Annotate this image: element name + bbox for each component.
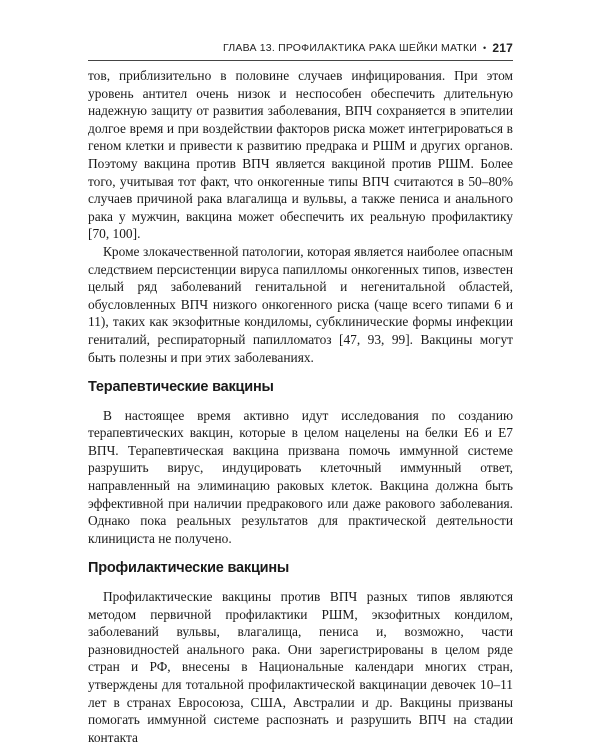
paragraph: Кроме злокачественной патологии, которая является наиболее опасным следствием персистенции вируса папилломы онкогенных типов, известен целый ряд заболеваний генитальной и негенитальной областей, обусловленных ВПЧ низкого онкогенного риска (чаще всего типами 6 и 11), таких как экзофитные кондиломы, субклинические формы инфекции гениталий, респираторный папилломатоз [47, 93, 99]. Вакцины могут быть полезны и при этих заболеваниях. xyxy=(88,243,513,365)
section-heading-therapeutic-vaccines: Терапевтические вакцины xyxy=(88,379,274,396)
paragraph: Профилактические вакцины против ВПЧ разных типов являются методом первичной профилактики РШМ, экзофитных кондилом, заболеваний вульвы, влагалища, пениса и, возможно, части разновидностей анального рака. Они зарегистрированы в целом ряде стран и РФ, внесены в Национальные календари многих стран, утверждены для тотальной профилактической вакцинации девочек 10–11 лет в странах Евросоюза, США, Австралии и др. Вакцины призваны помогать иммунной системе распознать и разрушить ВПЧ на стадии контакта xyxy=(88,589,513,745)
header-bullet: • xyxy=(483,43,487,53)
section-heading-prophylactic-vaccines: Профилактические вакцины xyxy=(88,560,290,577)
paragraph: В настоящее время активно идут исследования по созданию терапевтических вакцин, которые в целом нацелены на белки Е6 и Е7 ВПЧ. Терапевтическая вакцина призвана помочь иммунной системе разрушить вирус, индуцировать клеточный иммунный ответ, направленный на элиминацию раковых клеток. Вакцина должна быть эффективной при наличии предракового или даже ракового заболевания. Однако пока реальных результатов для практической деятельности клинициста не получено. xyxy=(88,407,513,546)
running-header xyxy=(88,40,513,61)
book-page xyxy=(88,40,513,746)
paragraph: тов, приблизительно в половине случаев инфицирования. При этом уровень антител очень низок и неспособен обеспечить длительную надежную защиту от развития заболевания, ВПЧ сохраняется в эпителии долгое время и при воздействии факторов риска может интегрироваться в геном клетки и привести к развитию предрака и РШМ и других органов. Поэтому вакцина против ВПЧ является вакциной против РШМ. Более того, учитывая тот факт, что онкогенные типы ВПЧ считаются в 50–80% случаев причиной рака влагалища и вульвы, а также пениса и анального рака у мужчин, вакцина может обеспечить их реальную профилактику [70, 100]. xyxy=(88,68,513,242)
page-body xyxy=(88,67,513,746)
page-number: 217 xyxy=(492,41,513,55)
chapter-title: ГЛАВА 13. ПРОФИЛАКТИКА РАКА ШЕЙКИ МАТКИ xyxy=(223,42,478,54)
